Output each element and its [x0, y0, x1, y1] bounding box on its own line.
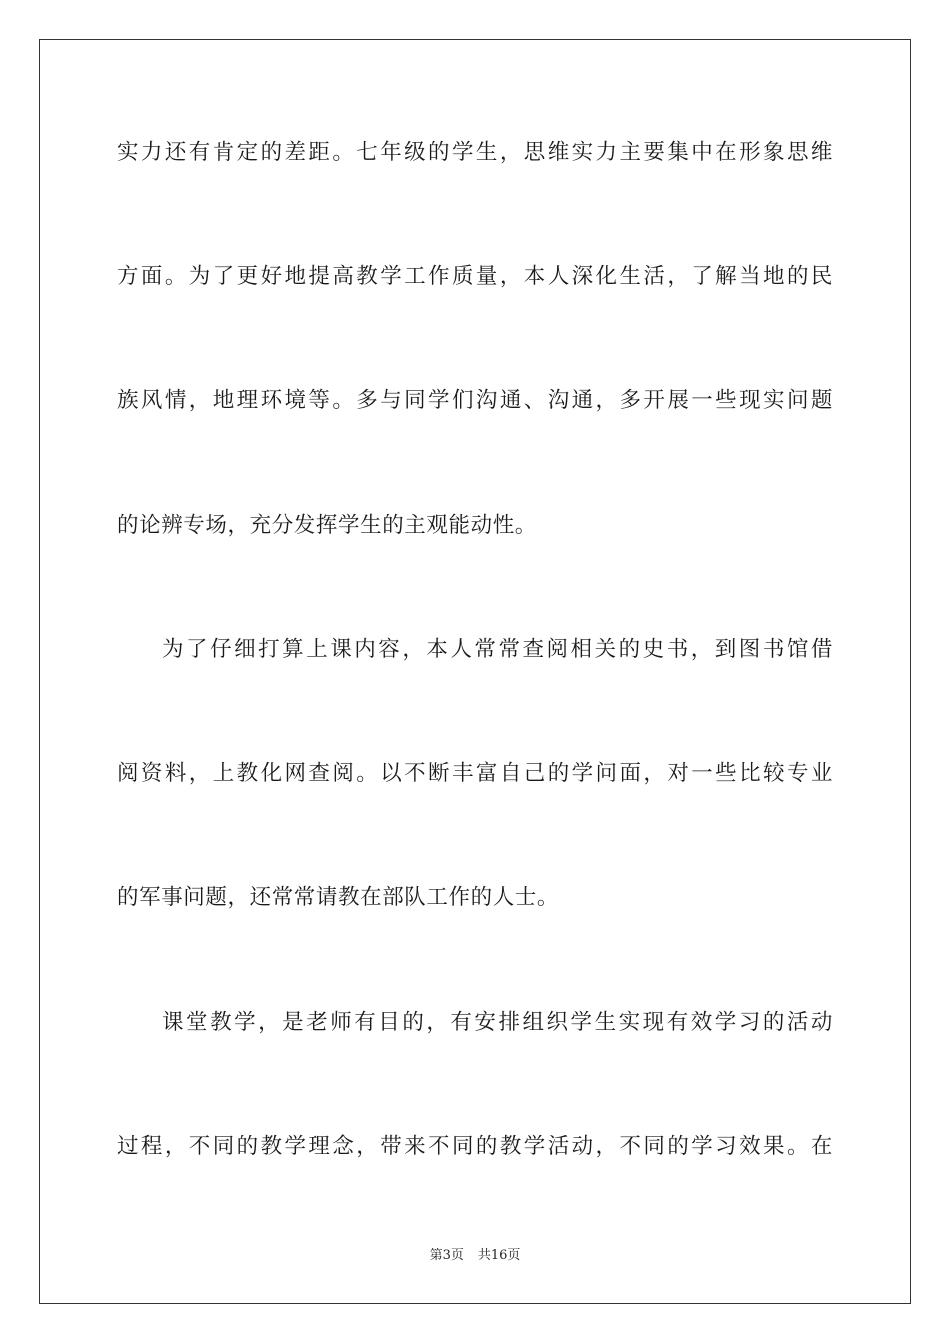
paragraph-line: 的军事问题，还常常请教在部队工作的人士。	[117, 885, 560, 910]
paragraph-line: 过程，不同的教学理念，带来不同的教学活动，不同的学习效果。在	[117, 1134, 833, 1159]
page-border	[39, 39, 911, 1304]
paragraph-line: 阅资料，上教化网查阅。以不断丰富自己的学问面，对一些比较专业	[117, 761, 833, 786]
paragraph-line: 方面。为了更好地提高教学工作质量，本人深化生活，了解当地的民	[117, 264, 833, 289]
paragraph-line: 实力还有肯定的差距。七年级的学生，思维实力主要集中在形象思维	[117, 140, 833, 165]
page-number: 第3页	[429, 1248, 464, 1263]
total-pages: 共16页	[477, 1248, 521, 1263]
paragraph-first-line: 为了仔细打算上课内容，本人常常查阅相关的史书，到图书馆借	[162, 637, 833, 662]
paragraph-first-line: 课堂教学，是老师有目的，有安排组织学生实现有效学习的活动	[162, 1010, 833, 1035]
page-footer	[0, 1247, 950, 1265]
paragraph-line: 族风情，地理环境等。多与同学们沟通、沟通，多开展一些现实问题	[117, 388, 833, 413]
paragraph-line: 的论辨专场，充分发挥学生的主观能动性。	[117, 513, 537, 538]
